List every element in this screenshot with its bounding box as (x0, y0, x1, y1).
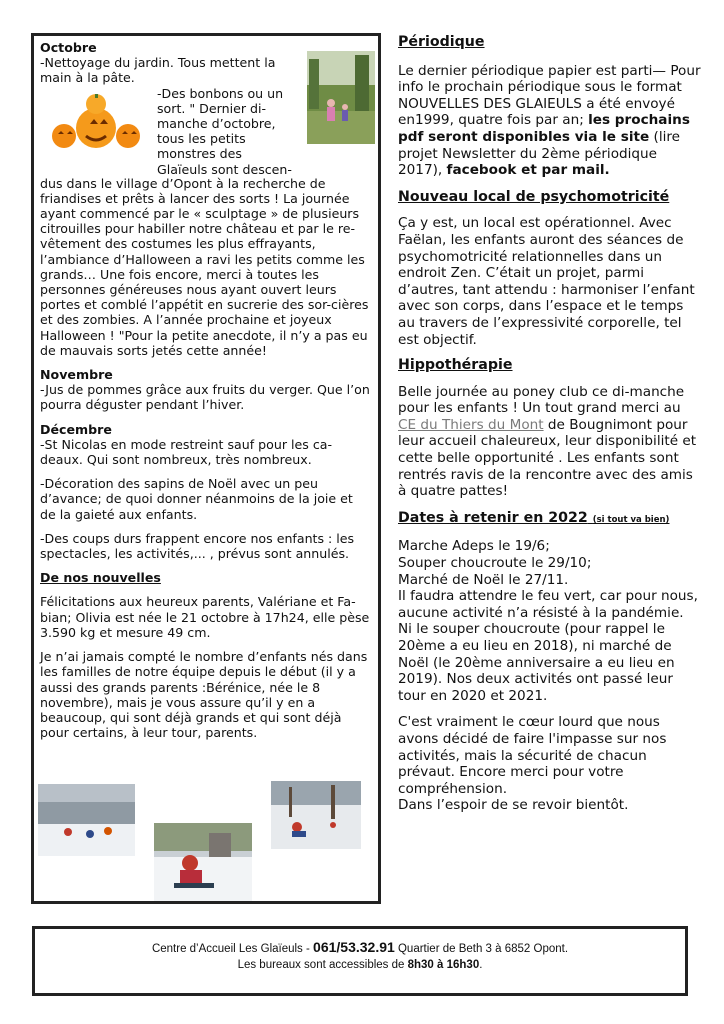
psychomotricite-paragraph: Ça y est, un local est opérationnel. Avec Faëlan, les enfants auront des séances de psychomotricité relationnelles dans un endroit Zen. C’était un projet, parmi d’autres, tant attendu : harmoniser l’enfant avec son corps, dans l’espace et le temps au travers de l’expressivité corporelle, tel est objectif. (398, 215, 695, 348)
octobre-wrap-line: tous les petits (157, 131, 246, 147)
periodique-bold-text: facebook et par mail. (446, 162, 610, 179)
periodique-heading: Périodique (398, 34, 485, 50)
periodique-text: Le dernier périodique papier est parti— Pour info le prochain périodique sous le format NOUVELLES DES GLAIEULS a été envoyé en1999, quatre fois par an; (398, 62, 701, 129)
decembre-paragraph-2: -Décoration des sapins de Noël avec un peu d’avance; de quoi donner néanmoins de la joie et de la gaieté aux enfants. (40, 476, 353, 522)
octobre-wrap-line: Glaïeuls sont descen- (157, 161, 292, 177)
footer-hours-end: . (479, 959, 483, 971)
octobre-wrap-line: -Des bonbons ou un (157, 85, 284, 101)
closing-paragraph: C'est vraiment le cœur lourd que nous avons décidé de faire l'impasse sur nos activités, mais la sécurité de chacun prévaut. Encore merci pour votre compréhension. (398, 714, 667, 797)
decembre-paragraph-3: -Des coups durs frappent encore nos enfants : les spectacles, les activités,... , prévus sont annulés. (40, 530, 355, 562)
periodique-paragraph (398, 63, 701, 179)
pumpkins-image (48, 94, 144, 156)
novembre-body: -Jus de pommes grâce aux fruits du verger. Que l’on pourra déguster pendant l’hiver. (40, 382, 370, 413)
periodique-bold-text: les prochains pdf seront disponibles via le site (398, 112, 690, 145)
date-marche-adeps: Marche Adeps le 19/6; (398, 538, 550, 555)
snow-playground-photo (271, 781, 361, 849)
date-souper-choucroute: Souper choucroute le 29/10; (398, 555, 592, 572)
nouvelles-paragraph-1: Félicitations aux heureux parents, Valériane et Fa-bian; Olivia est née le 21 octobre à 17h24, elle pèse 3.590 kg et mesure 49 cm. (40, 594, 370, 640)
footer-line-2 (35, 959, 685, 971)
right-column (398, 34, 701, 814)
footer-contact-box (32, 926, 688, 996)
date-marche-noel: Marché de Noël le 27/11. (398, 571, 569, 588)
left-column (31, 33, 381, 904)
hippotherapie-text: Belle journée au poney club ce di-manche pour les enfants ! Un tout grand merci au (398, 383, 685, 417)
closing-line: Dans l’espoir de se revoir bientôt. (398, 797, 629, 814)
garden-photo (307, 51, 375, 144)
novembre-heading: Novembre (40, 367, 113, 383)
octobre-line-2: main à la pâte. (40, 70, 135, 86)
footer-line-1 (35, 939, 685, 955)
octobre-line-1: -Nettoyage du jardin. Tous mettent la (40, 55, 276, 71)
nouvelles-heading: De nos nouvelles (40, 570, 161, 586)
snow-lake-photo (38, 784, 135, 856)
footer-org: Centre d’Accueil Les Glaïeuls - (151, 943, 314, 955)
footer-hours: 8h30 à 16h30 (407, 959, 480, 971)
hippotherapie-text: de Bougnimont pour leur accueil chaleureux, leur disponibilité et cette belle opportunité . Les enfants sont rentrés ravis de la rencontre avec des amis à quatre pattes! (398, 416, 697, 500)
nouvelles-paragraph-2: Je n’ai jamais compté le nombre d’enfants nés dans les familles de notre équipe depuis le début (il y a aussi des grands parents :Bérénice, née le 8 novembre), mais je vous assure qu’il y en a beaucoup, qui sont déjà grands et qui sont déjà pour certains, à leur tour, parents. (40, 649, 368, 741)
footer-address: Quartier de Beth 3 à 6852 Opont. (394, 943, 569, 955)
ce-thiers-du-mont-link[interactable]: CE du Thiers du Mont (398, 416, 544, 433)
periodique-text: (lire projet Newsletter du 2ème périodique 2017), (398, 128, 681, 179)
psychomotricite-heading: Nouveau local de psychomotricité (398, 188, 670, 205)
dates-paragraph: Il faudra attendre le feu vert, car pour nous, aucune activité n’a résisté à la pandémie. Ni le souper choucroute (pour rappel le 20ème a eu lieu en 2018), ni marché de Noël (le 20ème anniversaire a eu lieu en 2019). Nos deux activités ont passé leur tour en 2020 et 2021. (398, 588, 698, 704)
footer-phone: 061/53.32.91 (313, 939, 395, 955)
octobre-wrap-line: manche d’octobre, (157, 116, 276, 132)
sled-photo (154, 823, 252, 901)
hippotherapie-paragraph (398, 384, 701, 500)
dates-title: Dates à retenir en 2022 (398, 509, 588, 526)
dates-note: (si tout va bien) (592, 514, 670, 525)
octobre-wrap-line: monstres des (157, 146, 242, 162)
dates-heading (398, 510, 701, 529)
footer-hours-text: Les bureaux sont accessibles de (237, 959, 408, 971)
decembre-paragraph-1: -St Nicolas en mode restreint sauf pour les ca-deaux. Qui sont nombreux, très nombreux. (40, 436, 333, 468)
hippotherapie-heading: Hippothérapie (398, 357, 513, 374)
octobre-wrap-line: sort. " Dernier di- (157, 100, 267, 116)
decembre-heading: Décembre (40, 421, 112, 437)
octobre-heading: Octobre (40, 40, 97, 55)
octobre-body: dus dans le village d’Opont à la recherche de friandises et prêts à lancer des sorts ! La journée ayant commencé par le « sculptage » de plusieurs citrouilles pour habiller notre château et par le re-vêtement des costumes les plus effrayants, l’ambiance d’Halloween a ravi les petits comme les grands… Une fois encore, merci à toutes les personnes généreuses nous ayant ouvert leurs portes et comblé l’appétit en sucrerie des sor-cières et des zombies. A l’année prochaine et joyeux Halloween ! "Pour la petite anecdote, il n’y a pas eu de mauvais sorts jetés cette année! (40, 175, 369, 358)
